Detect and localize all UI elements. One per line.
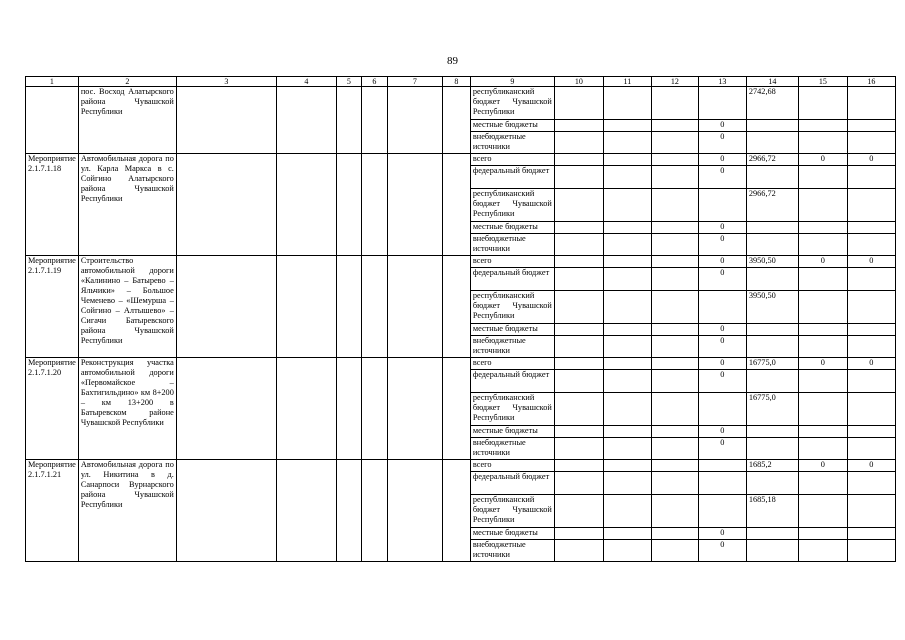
- funding-source-cell: всего: [470, 358, 554, 370]
- col16-value: [847, 528, 895, 540]
- funding-source-cell: внебюджетные источники: [470, 336, 554, 358]
- col16-value: [847, 336, 895, 358]
- col10-cell: [554, 426, 603, 438]
- col14-value: [746, 426, 798, 438]
- column-header: 15: [798, 77, 847, 87]
- funding-source-cell: всего: [470, 154, 554, 166]
- col10-cell: [554, 291, 603, 324]
- col13-value: 0: [698, 154, 746, 166]
- col10-cell: [554, 268, 603, 291]
- col14-value: [746, 540, 798, 562]
- col16-value: [847, 540, 895, 562]
- table-row: [26, 154, 896, 166]
- col6-cell: [361, 460, 387, 562]
- col15-value: 0: [798, 460, 847, 472]
- col10-cell: [554, 87, 603, 120]
- col16-value: [847, 291, 895, 324]
- col3-cell: [176, 460, 276, 562]
- col16-value: [847, 268, 895, 291]
- col5-cell: [336, 154, 361, 256]
- col16-value: [847, 472, 895, 495]
- col12-cell: [651, 324, 698, 336]
- col10-cell: [554, 132, 603, 154]
- col15-value: [798, 291, 847, 324]
- col4-cell: [276, 256, 336, 358]
- description-cell: Строительство автомобильной дороги «Калинино – Батырево – Яльчики» – Большое Чеменево – «Шемурша – Сойгино – Алтышево» – Сигачи Батыревского района Чувашской Республики: [78, 256, 176, 358]
- description-cell: Автомобильная дорога по ул. Никитина в д. Санарпоси Вурнарского района Чувашской Республики: [78, 460, 176, 562]
- column-header: 10: [554, 77, 603, 87]
- col4-cell: [276, 460, 336, 562]
- description-cell: Реконструкция участка автомобильной дороги «Первомайское – Бахтигильдино» км 8+200 – км 13+200 в Батыревском районе Чувашской Республики: [78, 358, 176, 460]
- col14-value: 1685,2: [746, 460, 798, 472]
- col11-cell: [603, 426, 651, 438]
- col13-value: 0: [698, 256, 746, 268]
- col4-cell: [276, 358, 336, 460]
- col10-cell: [554, 336, 603, 358]
- col12-cell: [651, 540, 698, 562]
- col8-cell: [442, 358, 470, 460]
- col11-cell: [603, 256, 651, 268]
- column-header: 14: [746, 77, 798, 87]
- column-header: 1: [26, 77, 79, 87]
- funding-source-cell: внебюджетные источники: [470, 132, 554, 154]
- col12-cell: [651, 495, 698, 528]
- col14-value: 2966,72: [746, 189, 798, 222]
- col10-cell: [554, 358, 603, 370]
- col10-cell: [554, 256, 603, 268]
- funding-source-cell: всего: [470, 460, 554, 472]
- funding-source-cell: местные бюджеты: [470, 120, 554, 132]
- col13-value: 0: [698, 222, 746, 234]
- col3-cell: [176, 154, 276, 256]
- column-header: 3: [176, 77, 276, 87]
- description-cell: Автомобильная дорога по ул. Карла Маркса в с. Сойгино Алатырского района Чувашской Республики: [78, 154, 176, 256]
- col11-cell: [603, 268, 651, 291]
- col15-value: [798, 120, 847, 132]
- funding-source-cell: федеральный бюджет: [470, 268, 554, 291]
- col12-cell: [651, 528, 698, 540]
- col14-value: [746, 166, 798, 189]
- col14-value: [746, 222, 798, 234]
- col12-cell: [651, 87, 698, 120]
- col16-value: [847, 120, 895, 132]
- col10-cell: [554, 460, 603, 472]
- funding-source-cell: внебюджетные источники: [470, 540, 554, 562]
- col12-cell: [651, 222, 698, 234]
- table-row: [26, 358, 896, 370]
- col14-value: 16775,0: [746, 358, 798, 370]
- funding-source-cell: республиканский бюджет Чувашской Республики: [470, 291, 554, 324]
- col10-cell: [554, 472, 603, 495]
- col16-value: [847, 495, 895, 528]
- description-cell: пос. Восход Алатырского района Чувашской Республики: [78, 87, 176, 154]
- col15-value: [798, 222, 847, 234]
- col13-value: [698, 393, 746, 426]
- col14-value: [746, 528, 798, 540]
- col12-cell: [651, 268, 698, 291]
- col15-value: [798, 528, 847, 540]
- col12-cell: [651, 426, 698, 438]
- col7-cell: [387, 358, 442, 460]
- column-header: 9: [470, 77, 554, 87]
- col10-cell: [554, 324, 603, 336]
- col13-value: [698, 495, 746, 528]
- col13-value: 0: [698, 528, 746, 540]
- col15-value: [798, 189, 847, 222]
- col11-cell: [603, 154, 651, 166]
- col7-cell: [387, 87, 442, 154]
- col11-cell: [603, 460, 651, 472]
- col13-value: 0: [698, 336, 746, 358]
- col15-value: [798, 336, 847, 358]
- col11-cell: [603, 528, 651, 540]
- col14-value: 3950,50: [746, 291, 798, 324]
- col16-value: [847, 189, 895, 222]
- col13-value: [698, 460, 746, 472]
- col14-value: 2742,68: [746, 87, 798, 120]
- funding-source-cell: республиканский бюджет Чувашской Республики: [470, 87, 554, 120]
- funding-source-cell: местные бюджеты: [470, 222, 554, 234]
- col11-cell: [603, 222, 651, 234]
- col14-value: 3950,50: [746, 256, 798, 268]
- col12-cell: [651, 154, 698, 166]
- col11-cell: [603, 324, 651, 336]
- col10-cell: [554, 495, 603, 528]
- col13-value: 0: [698, 426, 746, 438]
- col10-cell: [554, 528, 603, 540]
- col14-value: [746, 438, 798, 460]
- col13-value: [698, 291, 746, 324]
- col11-cell: [603, 336, 651, 358]
- budget-table: [25, 76, 896, 562]
- col6-cell: [361, 87, 387, 154]
- col16-value: [847, 324, 895, 336]
- col13-value: 0: [698, 166, 746, 189]
- funding-source-cell: местные бюджеты: [470, 528, 554, 540]
- col12-cell: [651, 234, 698, 256]
- col16-value: [847, 234, 895, 256]
- col11-cell: [603, 166, 651, 189]
- col8-cell: [442, 460, 470, 562]
- col7-cell: [387, 256, 442, 358]
- col13-value: 0: [698, 438, 746, 460]
- col12-cell: [651, 166, 698, 189]
- col12-cell: [651, 120, 698, 132]
- column-header: 13: [698, 77, 746, 87]
- funding-source-cell: федеральный бюджет: [470, 166, 554, 189]
- col11-cell: [603, 87, 651, 120]
- col14-value: [746, 234, 798, 256]
- funding-source-cell: федеральный бюджет: [470, 472, 554, 495]
- col6-cell: [361, 358, 387, 460]
- funding-source-cell: республиканский бюджет Чувашской Республики: [470, 495, 554, 528]
- col12-cell: [651, 336, 698, 358]
- col16-value: [847, 87, 895, 120]
- col14-value: [746, 268, 798, 291]
- col12-cell: [651, 189, 698, 222]
- column-header: 8: [442, 77, 470, 87]
- column-header: 16: [847, 77, 895, 87]
- col4-cell: [276, 154, 336, 256]
- col13-value: 0: [698, 234, 746, 256]
- col11-cell: [603, 120, 651, 132]
- col12-cell: [651, 132, 698, 154]
- table-row: [26, 460, 896, 472]
- col16-value: [847, 222, 895, 234]
- column-header: 6: [361, 77, 387, 87]
- col15-value: [798, 426, 847, 438]
- col12-cell: [651, 438, 698, 460]
- col12-cell: [651, 256, 698, 268]
- col15-value: [798, 393, 847, 426]
- funding-source-cell: всего: [470, 256, 554, 268]
- col16-value: [847, 426, 895, 438]
- col3-cell: [176, 87, 276, 154]
- col15-value: [798, 268, 847, 291]
- col14-value: 2966,72: [746, 154, 798, 166]
- col11-cell: [603, 132, 651, 154]
- col8-cell: [442, 256, 470, 358]
- activity-cell: Мероприятие 2.1.7.1.21: [26, 460, 79, 562]
- col14-value: [746, 324, 798, 336]
- col16-value: [847, 166, 895, 189]
- col3-cell: [176, 256, 276, 358]
- col8-cell: [442, 154, 470, 256]
- col16-value: 0: [847, 256, 895, 268]
- col5-cell: [336, 358, 361, 460]
- col15-value: [798, 234, 847, 256]
- col13-value: 0: [698, 540, 746, 562]
- col10-cell: [554, 370, 603, 393]
- col11-cell: [603, 438, 651, 460]
- col8-cell: [442, 87, 470, 154]
- column-header: 2: [78, 77, 176, 87]
- col13-value: 0: [698, 268, 746, 291]
- col15-value: [798, 472, 847, 495]
- activity-cell: Мероприятие 2.1.7.1.20: [26, 358, 79, 460]
- column-header: 4: [276, 77, 336, 87]
- table-row: [26, 256, 896, 268]
- table-row: [26, 87, 896, 120]
- col6-cell: [361, 154, 387, 256]
- col3-cell: [176, 358, 276, 460]
- col15-value: 0: [798, 154, 847, 166]
- col16-value: 0: [847, 358, 895, 370]
- col11-cell: [603, 189, 651, 222]
- col10-cell: [554, 540, 603, 562]
- funding-source-cell: местные бюджеты: [470, 324, 554, 336]
- col15-value: 0: [798, 358, 847, 370]
- column-header: 7: [387, 77, 442, 87]
- funding-source-cell: внебюджетные источники: [470, 438, 554, 460]
- col10-cell: [554, 234, 603, 256]
- col15-value: [798, 87, 847, 120]
- col11-cell: [603, 540, 651, 562]
- col13-value: [698, 472, 746, 495]
- col15-value: [798, 438, 847, 460]
- col15-value: [798, 495, 847, 528]
- activity-cell: Мероприятие 2.1.7.1.18: [26, 154, 79, 256]
- col15-value: [798, 370, 847, 393]
- funding-source-cell: федеральный бюджет: [470, 370, 554, 393]
- col13-value: 0: [698, 324, 746, 336]
- col11-cell: [603, 358, 651, 370]
- col12-cell: [651, 291, 698, 324]
- col11-cell: [603, 234, 651, 256]
- col10-cell: [554, 393, 603, 426]
- col7-cell: [387, 154, 442, 256]
- col10-cell: [554, 189, 603, 222]
- col10-cell: [554, 154, 603, 166]
- column-header: 11: [603, 77, 651, 87]
- col5-cell: [336, 460, 361, 562]
- funding-source-cell: республиканский бюджет Чувашской Республики: [470, 393, 554, 426]
- col10-cell: [554, 222, 603, 234]
- col15-value: 0: [798, 256, 847, 268]
- col16-value: [847, 393, 895, 426]
- col16-value: [847, 438, 895, 460]
- activity-cell: Мероприятие 2.1.7.1.19: [26, 256, 79, 358]
- column-header: 5: [336, 77, 361, 87]
- col11-cell: [603, 291, 651, 324]
- col13-value: 0: [698, 370, 746, 393]
- col13-value: [698, 87, 746, 120]
- col5-cell: [336, 87, 361, 154]
- col15-value: [798, 324, 847, 336]
- col16-value: 0: [847, 154, 895, 166]
- col15-value: [798, 166, 847, 189]
- funding-source-cell: внебюджетные источники: [470, 234, 554, 256]
- column-header: 12: [651, 77, 698, 87]
- activity-cell: [26, 87, 79, 154]
- col6-cell: [361, 256, 387, 358]
- col14-value: [746, 370, 798, 393]
- col13-value: 0: [698, 358, 746, 370]
- funding-source-cell: республиканский бюджет Чувашской Республики: [470, 189, 554, 222]
- col12-cell: [651, 472, 698, 495]
- col11-cell: [603, 472, 651, 495]
- col7-cell: [387, 460, 442, 562]
- col14-value: 16775,0: [746, 393, 798, 426]
- col15-value: [798, 132, 847, 154]
- col14-value: [746, 120, 798, 132]
- col14-value: 1685,18: [746, 495, 798, 528]
- col12-cell: [651, 358, 698, 370]
- col14-value: [746, 472, 798, 495]
- col13-value: [698, 189, 746, 222]
- col14-value: [746, 132, 798, 154]
- col10-cell: [554, 166, 603, 189]
- col16-value: [847, 370, 895, 393]
- col16-value: [847, 132, 895, 154]
- col14-value: [746, 336, 798, 358]
- col12-cell: [651, 393, 698, 426]
- col13-value: 0: [698, 132, 746, 154]
- col5-cell: [336, 256, 361, 358]
- col12-cell: [651, 460, 698, 472]
- col10-cell: [554, 438, 603, 460]
- header-row: [26, 77, 896, 87]
- col4-cell: [276, 87, 336, 154]
- col12-cell: [651, 370, 698, 393]
- col11-cell: [603, 495, 651, 528]
- col16-value: 0: [847, 460, 895, 472]
- page-number: 89: [447, 55, 458, 67]
- col15-value: [798, 540, 847, 562]
- col11-cell: [603, 393, 651, 426]
- funding-source-cell: местные бюджеты: [470, 426, 554, 438]
- col10-cell: [554, 120, 603, 132]
- col11-cell: [603, 370, 651, 393]
- col13-value: 0: [698, 120, 746, 132]
